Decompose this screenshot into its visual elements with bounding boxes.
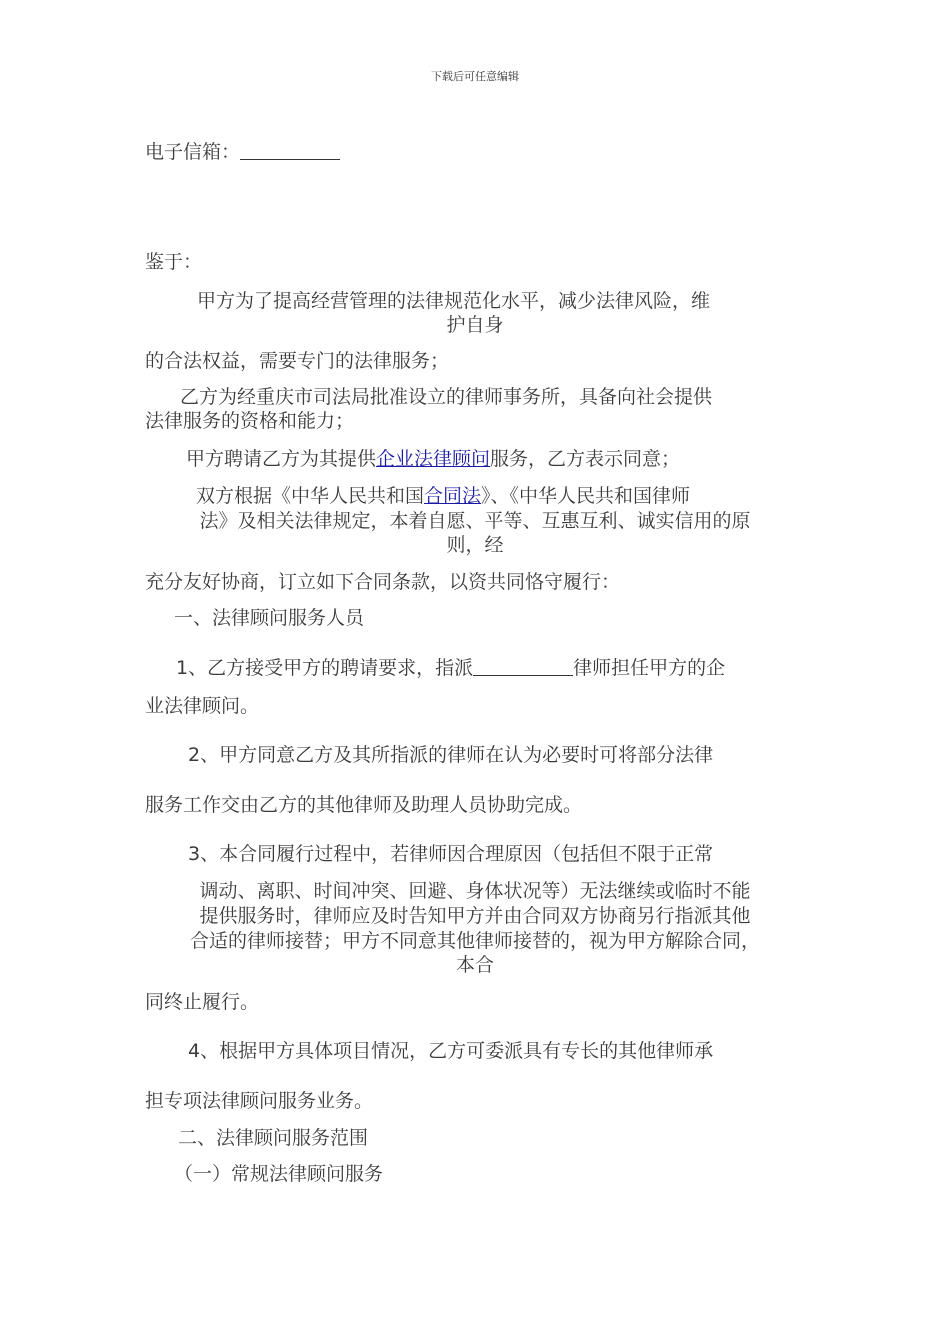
item3-text: 、本合同履行过程中，若律师因合理原因（包括但不限于正常: [200, 843, 714, 865]
email-blank[interactable]: [240, 141, 340, 160]
para4-line4: 充分友好协商，订立如下合同条款，以资共同恪守履行：: [145, 571, 621, 593]
item3-line1: [188, 842, 713, 866]
item2-number: 2: [188, 744, 201, 766]
para1-line3: 的合法权益，需要专门的法律服务；: [145, 350, 450, 372]
item3-line4: 合适的律师接替；甲方不同意其他律师接替的，视为甲方解除合同，: [189, 930, 760, 952]
item1-number: 1: [176, 657, 189, 679]
para4-line1: [196, 484, 690, 508]
item4-text: 、根据甲方具体项目情况，乙方可委派具有专长的其他律师承: [200, 1040, 714, 1062]
para4-text-after: 》、《中华人民共和国律师: [481, 485, 691, 507]
item2-text: 、甲方同意乙方及其所指派的律师在认为必要时可将部分法律: [200, 744, 714, 766]
item3-line6: 同终止履行。: [145, 991, 260, 1013]
para2-line2: 法律服务的资格和能力；: [145, 410, 355, 432]
item4-number: 4: [188, 1040, 201, 1062]
enterprise-legal-advisor-link[interactable]: 企业法律顾问: [376, 448, 491, 470]
section2-title: 二、法律顾问服务范围: [178, 1127, 369, 1149]
contract-law-link[interactable]: 合同法: [424, 485, 482, 507]
para4-text-before: 双方根据《中华人民共和国: [196, 485, 425, 507]
item4-line1: [188, 1039, 713, 1063]
item2-line1: [188, 743, 713, 767]
section2-sub1: （一）常规法律顾问服务: [174, 1163, 384, 1185]
para2-line1: 乙方为经重庆市司法局批准设立的律师事务所，具备向社会提供: [180, 386, 713, 408]
item1-line1: [176, 656, 725, 680]
para3-text-before: 甲方聘请乙方为其提供: [186, 448, 377, 470]
para3-text-after: 服务，乙方表示同意；: [490, 448, 681, 470]
item1-text-before: 、乙方接受甲方的聘请要求，指派: [188, 657, 474, 679]
item1-line2: 业法律顾问。: [145, 695, 260, 717]
email-label: 电子信箱：: [145, 141, 241, 163]
page-header: 下载后可任意编辑: [431, 70, 519, 83]
para4-line2: 法》及相关法律规定，本着自愿、平等、互惠互利、诚实信用的原: [199, 510, 751, 532]
item3-line2: 调动、离职、时间冲突、回避、身体状况等）无法继续或临时不能: [199, 880, 751, 902]
para1-line2: 护自身: [446, 314, 504, 336]
item2-line2: 服务工作交由乙方的其他律师及助理人员协助完成。: [145, 794, 583, 816]
item4-line2: 担专项法律顾问服务业务。: [145, 1090, 374, 1112]
item1-text-after: 律师担任甲方的企: [573, 657, 726, 679]
lawyer-name-blank[interactable]: [473, 657, 573, 676]
para4-line3: 则，经: [446, 534, 504, 556]
whereas-label: 鉴于：: [145, 251, 203, 273]
item3-line5: 本合: [455, 954, 494, 976]
section1-title: 一、法律顾问服务人员: [174, 607, 365, 629]
item3-line3: 提供服务时，律师应及时告知甲方并由合同双方协商另行指派其他: [199, 905, 751, 927]
para3: [186, 447, 680, 471]
para1-line1: 甲方为了提高经营管理的法律规范化水平，减少法律风险，维: [197, 290, 711, 312]
email-line: [145, 140, 340, 164]
item3-number: 3: [188, 843, 201, 865]
